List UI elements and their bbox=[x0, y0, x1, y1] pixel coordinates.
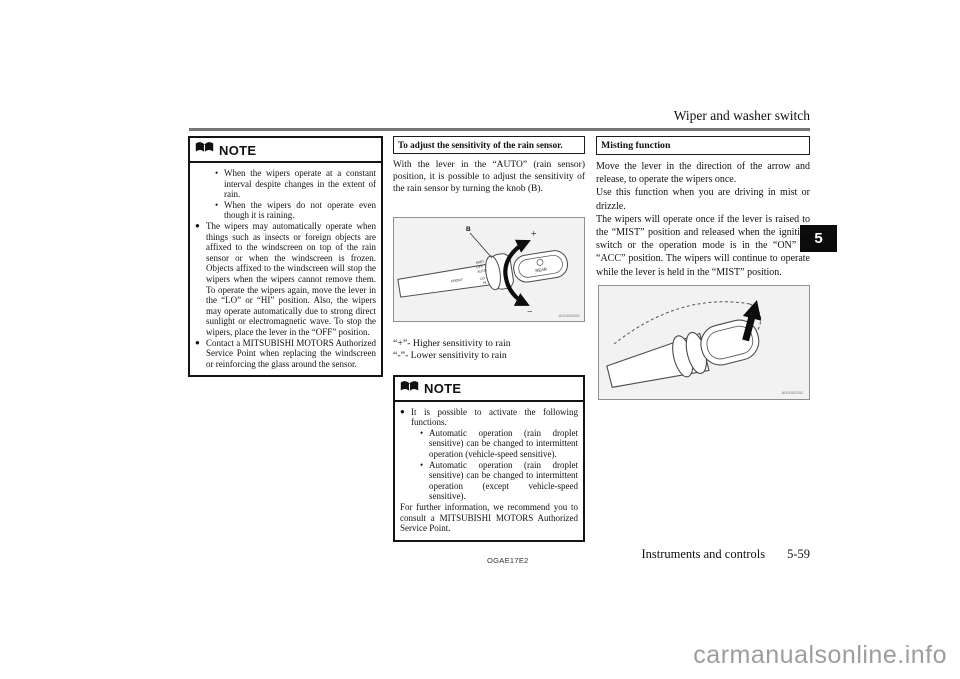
bullet-marker: ● bbox=[195, 220, 200, 230]
note-book-icon bbox=[400, 380, 419, 398]
note-body bbox=[395, 402, 583, 540]
stalk-label-front: FRONT bbox=[450, 277, 464, 284]
note-item bbox=[194, 221, 376, 338]
minus-label: − bbox=[527, 306, 533, 318]
note-item-text: Contact a MITSUBISHI MOTORS Authorized Service Point when replacing the windscreen or reinforcing the glass around the sensor. bbox=[206, 337, 376, 369]
note-item-text: For further information, we recommend you to consult a MITSUBISHI MOTORS Authorized Service Point. bbox=[400, 501, 578, 534]
note-item-text: When the wipers do not operate even though it is raining. bbox=[224, 199, 376, 221]
stalk-label-lo: LO bbox=[479, 275, 486, 281]
page-header-title: Wiper and washer switch bbox=[673, 108, 810, 123]
footer-chapter: Instruments and controls bbox=[641, 547, 766, 561]
note-header bbox=[190, 138, 381, 163]
note-item-text: Automatic operation (rain droplet sensitive) can be changed to intermittent operation (except vehicle-speed sensitive). bbox=[429, 459, 578, 502]
figure-mist-lever bbox=[598, 285, 810, 400]
section-heading-rain-sensor: To adjust the sensitivity of the rain sensor. bbox=[393, 136, 585, 154]
sensitivity-plus-line: “+”- Higher sensitivity to rain bbox=[393, 337, 511, 349]
note-item-text: The wipers may automatically operate when things such as insects or foreign objects are affixed to the windscreen on top of the rain sensor or when the windscreen is frozen. Objects affixed to the windscreen will stop the wipers when the wipers cannot remove them. To operate the wipers again, move the lever in the “LO” or “HI” position. Also, the wipers may operate automatically due to strong direct sunlight or electromagnetic wave. To stop the wipers, place the lever in the “OFF” position. bbox=[206, 220, 376, 337]
stalk-label-mist: MIST bbox=[475, 259, 485, 265]
rain-sensor-paragraph: With the lever in the “AUTO” (rain sensor) position, it is possible to adjust the sensitivity of the rain sensor by turning the knob (B). bbox=[393, 160, 585, 195]
bullet-marker: ● bbox=[195, 337, 200, 347]
bullet-marker: • bbox=[215, 199, 219, 210]
note-book-icon bbox=[195, 141, 214, 159]
bullet-marker: • bbox=[420, 459, 424, 470]
note-item-text: Automatic operation (rain droplet sensitive) can be changed to intermittent operation (vehicle-speed sensitive). bbox=[429, 427, 578, 459]
sensitivity-minus-line: “-”- Lower sensitivity to rain bbox=[393, 350, 507, 362]
watermark: carmanualsonline.info bbox=[693, 641, 947, 669]
stalk-label-off: OFF bbox=[475, 264, 484, 270]
note-item-text: When the wipers operate at a constant interval despite changes in the extent of rain. bbox=[224, 168, 376, 200]
note-title: NOTE bbox=[424, 381, 462, 397]
bullet-marker: ● bbox=[400, 406, 405, 416]
note-item bbox=[399, 428, 578, 460]
note-item bbox=[194, 200, 376, 221]
note-box-wipers bbox=[188, 136, 383, 377]
figure-code: AG0000051 bbox=[558, 312, 580, 318]
right-column bbox=[596, 136, 810, 400]
misting-paragraph: Move the lever in the direction of the arrow and release, to operate the wipers once. bbox=[596, 161, 810, 186]
footer-page-number: 5-59 bbox=[787, 547, 810, 561]
callout-b-label: B bbox=[466, 225, 471, 233]
note-body bbox=[190, 163, 381, 375]
middle-column bbox=[393, 136, 585, 542]
note-box-rain-functions bbox=[393, 375, 585, 542]
figure-code: AG0002332 bbox=[781, 389, 803, 395]
stalk-label-hi: HI bbox=[482, 280, 487, 285]
plus-label: + bbox=[531, 228, 537, 240]
bullet-marker: • bbox=[420, 427, 424, 438]
stalk-label-auto: AUTO bbox=[477, 268, 487, 274]
wiper-lever-illustration bbox=[604, 316, 764, 395]
bullet-marker: • bbox=[215, 168, 219, 178]
misting-paragraph: The wipers will operate once if the lever is raised to the “MIST” position and released when the ignition switch or the operation mode is in the “ON” or “ACC” position. The wipers will continue to operate while the lever is held in the “MIST” position. bbox=[596, 213, 810, 278]
figure-rain-sensor-knob bbox=[393, 217, 585, 322]
misting-paragraph: Use this function when you are driving in mist or drizzle. bbox=[596, 187, 810, 212]
note-title: NOTE bbox=[219, 142, 257, 158]
note-item bbox=[399, 407, 578, 428]
footer-chapter-line bbox=[596, 547, 810, 562]
note-header bbox=[395, 377, 583, 402]
left-column bbox=[188, 136, 383, 377]
section-heading-misting: Misting function bbox=[596, 136, 810, 155]
stalk-label-rear: REAR bbox=[535, 266, 548, 273]
wiper-stalk-illustration bbox=[396, 243, 569, 304]
note-item bbox=[399, 460, 578, 502]
note-item bbox=[399, 502, 578, 534]
note-item bbox=[194, 168, 376, 200]
header-rule bbox=[189, 128, 810, 131]
note-item-text: It is possible to activate the following functions. bbox=[411, 406, 578, 428]
chapter-tab: 5 bbox=[800, 225, 837, 252]
note-item bbox=[194, 338, 376, 370]
footer-doc-code: OGAE17E2 bbox=[487, 556, 529, 565]
